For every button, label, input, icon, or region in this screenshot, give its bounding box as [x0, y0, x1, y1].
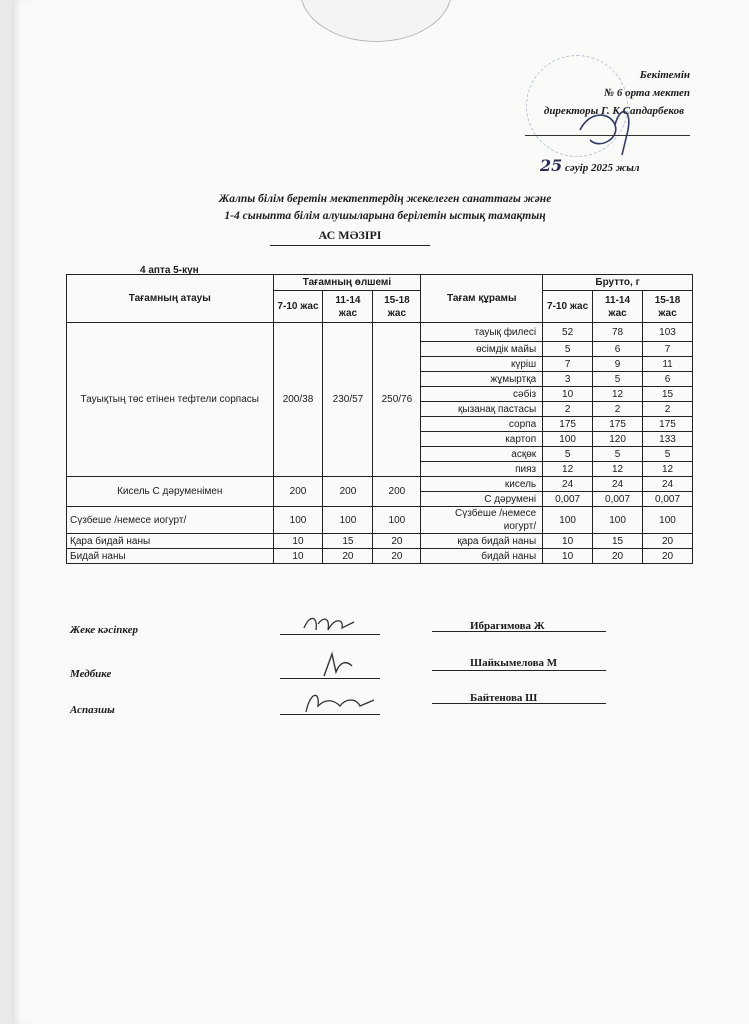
brutto-cell: 15 — [593, 534, 643, 549]
brutto-cell: 9 — [593, 357, 643, 372]
approval-line1: Бекітемін — [639, 69, 690, 81]
approval-date — [540, 156, 639, 175]
brutto-cell: 12 — [593, 462, 643, 477]
ingredient-name: өсімдік майы — [421, 342, 543, 357]
brutto-cell: 175 — [593, 417, 643, 432]
brutto-cell: 0,007 — [643, 492, 693, 507]
brutto-cell: 24 — [543, 477, 593, 492]
date-rest: сәуір 2025 жыл — [565, 162, 640, 174]
approval-line2: № 6 орта мектеп — [604, 87, 690, 99]
ingredient-name: сорпа — [421, 417, 543, 432]
menu-body — [67, 323, 693, 564]
header-dish-name: Тағамның атауы — [67, 275, 274, 323]
portion-cell: 100 — [373, 507, 421, 534]
brutto-cell: 5 — [593, 372, 643, 387]
menu-title: АС МӘЗІРІ — [270, 228, 430, 246]
signer-name: Шайкымелова М — [470, 657, 558, 669]
brutto-cell: 100 — [643, 507, 693, 534]
brutto-cell: 20 — [593, 549, 643, 564]
brutto-cell: 120 — [593, 432, 643, 447]
ingredient-name: қара бидай наны — [421, 534, 543, 549]
age-col: 7-10 жас — [543, 291, 593, 323]
brutto-cell: 24 — [593, 477, 643, 492]
brutto-cell: 12 — [593, 387, 643, 402]
week-day-label: 4 апта 5-күн — [140, 265, 199, 276]
date-day: 25 — [540, 156, 563, 175]
header-line2: 1-4 сыныпта білім алушыларына берілетін ыстық тамақтың — [224, 210, 546, 222]
portion-cell: 20 — [323, 549, 373, 564]
portion-cell: 250/76 — [373, 323, 421, 477]
portion-cell: 230/57 — [323, 323, 373, 477]
table-row — [67, 477, 693, 492]
brutto-cell: 52 — [543, 323, 593, 342]
brutto-cell: 20 — [643, 549, 693, 564]
brutto-cell: 7 — [543, 357, 593, 372]
dish-name: Бидай наны — [67, 549, 274, 564]
header-portion: Тағамның өлшемі — [273, 275, 421, 291]
brutto-cell: 24 — [643, 477, 693, 492]
portion-cell: 20 — [373, 549, 421, 564]
brutto-cell: 175 — [643, 417, 693, 432]
brutto-cell: 3 — [543, 372, 593, 387]
dish-name: Қара бидай наны — [67, 534, 274, 549]
name-line — [432, 670, 606, 671]
ingredient-name: асқөк — [421, 447, 543, 462]
brutto-cell: 6 — [593, 342, 643, 357]
brutto-cell: 10 — [543, 534, 593, 549]
dish-name: Сүзбеше /немесе иогурт/ — [67, 507, 274, 534]
signature-scribble — [300, 612, 360, 636]
age-col: 11-14 жас — [323, 291, 373, 323]
approval-line3: директоры Г. К Сапдарбеков — [543, 105, 684, 117]
portion-cell: 100 — [323, 507, 373, 534]
brutto-cell: 10 — [543, 387, 593, 402]
ingredient-name: қызанақ пастасы — [421, 402, 543, 417]
ingredient-name: кисель — [421, 477, 543, 492]
ingredient-name: бидай наны — [421, 549, 543, 564]
ingredient-name: картоп — [421, 432, 543, 447]
brutto-cell: 2 — [643, 402, 693, 417]
header-brutto: Брутто, г — [543, 275, 693, 291]
dish-name: Тауықтың төс етінен тефтели сорпасы — [67, 323, 274, 477]
signer-name: Ибрагимова Ж — [470, 620, 545, 632]
portion-cell: 200/38 — [273, 323, 323, 477]
age-col: 15-18 жас — [643, 291, 693, 323]
brutto-cell: 2 — [593, 402, 643, 417]
table-row — [67, 549, 693, 564]
brutto-cell: 12 — [643, 462, 693, 477]
brutto-cell: 133 — [643, 432, 693, 447]
ingredient-name: С дәрумені — [421, 492, 543, 507]
age-col: 11-14 жас — [593, 291, 643, 323]
brutto-cell: 5 — [543, 342, 593, 357]
age-col: 15-18 жас — [373, 291, 421, 323]
ingredient-name: тауық филесі — [421, 323, 543, 342]
signature-scribble — [316, 650, 356, 680]
brutto-cell: 0,007 — [543, 492, 593, 507]
director-sign-line — [525, 135, 690, 136]
ingredient-name: сәбіз — [421, 387, 543, 402]
brutto-cell: 100 — [543, 507, 593, 534]
brutto-cell: 78 — [593, 323, 643, 342]
brutto-cell: 7 — [643, 342, 693, 357]
brutto-cell: 5 — [593, 447, 643, 462]
role-label: Аспазшы — [70, 704, 115, 716]
ingredient-name: Сүзбеше /немесе иогурт/ — [421, 507, 543, 534]
portion-cell: 200 — [323, 477, 373, 507]
portion-cell: 20 — [373, 534, 421, 549]
brutto-cell: 5 — [643, 447, 693, 462]
table-row — [67, 507, 693, 534]
brutto-cell: 2 — [543, 402, 593, 417]
menu-table — [66, 274, 693, 564]
signature-scribble — [300, 686, 380, 716]
brutto-cell: 15 — [643, 387, 693, 402]
brutto-cell: 20 — [643, 534, 693, 549]
brutto-cell: 11 — [643, 357, 693, 372]
portion-cell: 200 — [373, 477, 421, 507]
ingredient-name: пияз — [421, 462, 543, 477]
name-line — [432, 703, 606, 704]
portion-cell: 100 — [273, 507, 323, 534]
table-row — [67, 323, 693, 342]
portion-cell: 200 — [273, 477, 323, 507]
table-row — [67, 534, 693, 549]
role-label: Медбике — [70, 668, 112, 680]
brutto-cell: 0,007 — [593, 492, 643, 507]
age-col: 7-10 жас — [273, 291, 323, 323]
dish-name: Кисель С дәруменімен — [67, 477, 274, 507]
signer-name: Байтенова Ш — [470, 692, 538, 704]
ingredient-name: күріш — [421, 357, 543, 372]
header-composition: Тағам құрамы — [421, 275, 543, 323]
portion-cell: 15 — [323, 534, 373, 549]
portion-cell: 10 — [273, 534, 323, 549]
portion-cell: 10 — [273, 549, 323, 564]
brutto-cell: 6 — [643, 372, 693, 387]
ingredient-name: жұмыртқа — [421, 372, 543, 387]
brutto-cell: 175 — [543, 417, 593, 432]
brutto-cell: 103 — [643, 323, 693, 342]
brutto-cell: 100 — [543, 432, 593, 447]
brutto-cell: 12 — [543, 462, 593, 477]
brutto-cell: 100 — [593, 507, 643, 534]
brutto-cell: 10 — [543, 549, 593, 564]
role-label: Жеке кәсіпкер — [70, 624, 139, 636]
director-signature — [570, 100, 650, 160]
name-line — [432, 631, 606, 632]
header-line1: Жалпы білім беретін мектептердің жекелеген санаттағы және — [218, 193, 552, 205]
brutto-cell: 5 — [543, 447, 593, 462]
